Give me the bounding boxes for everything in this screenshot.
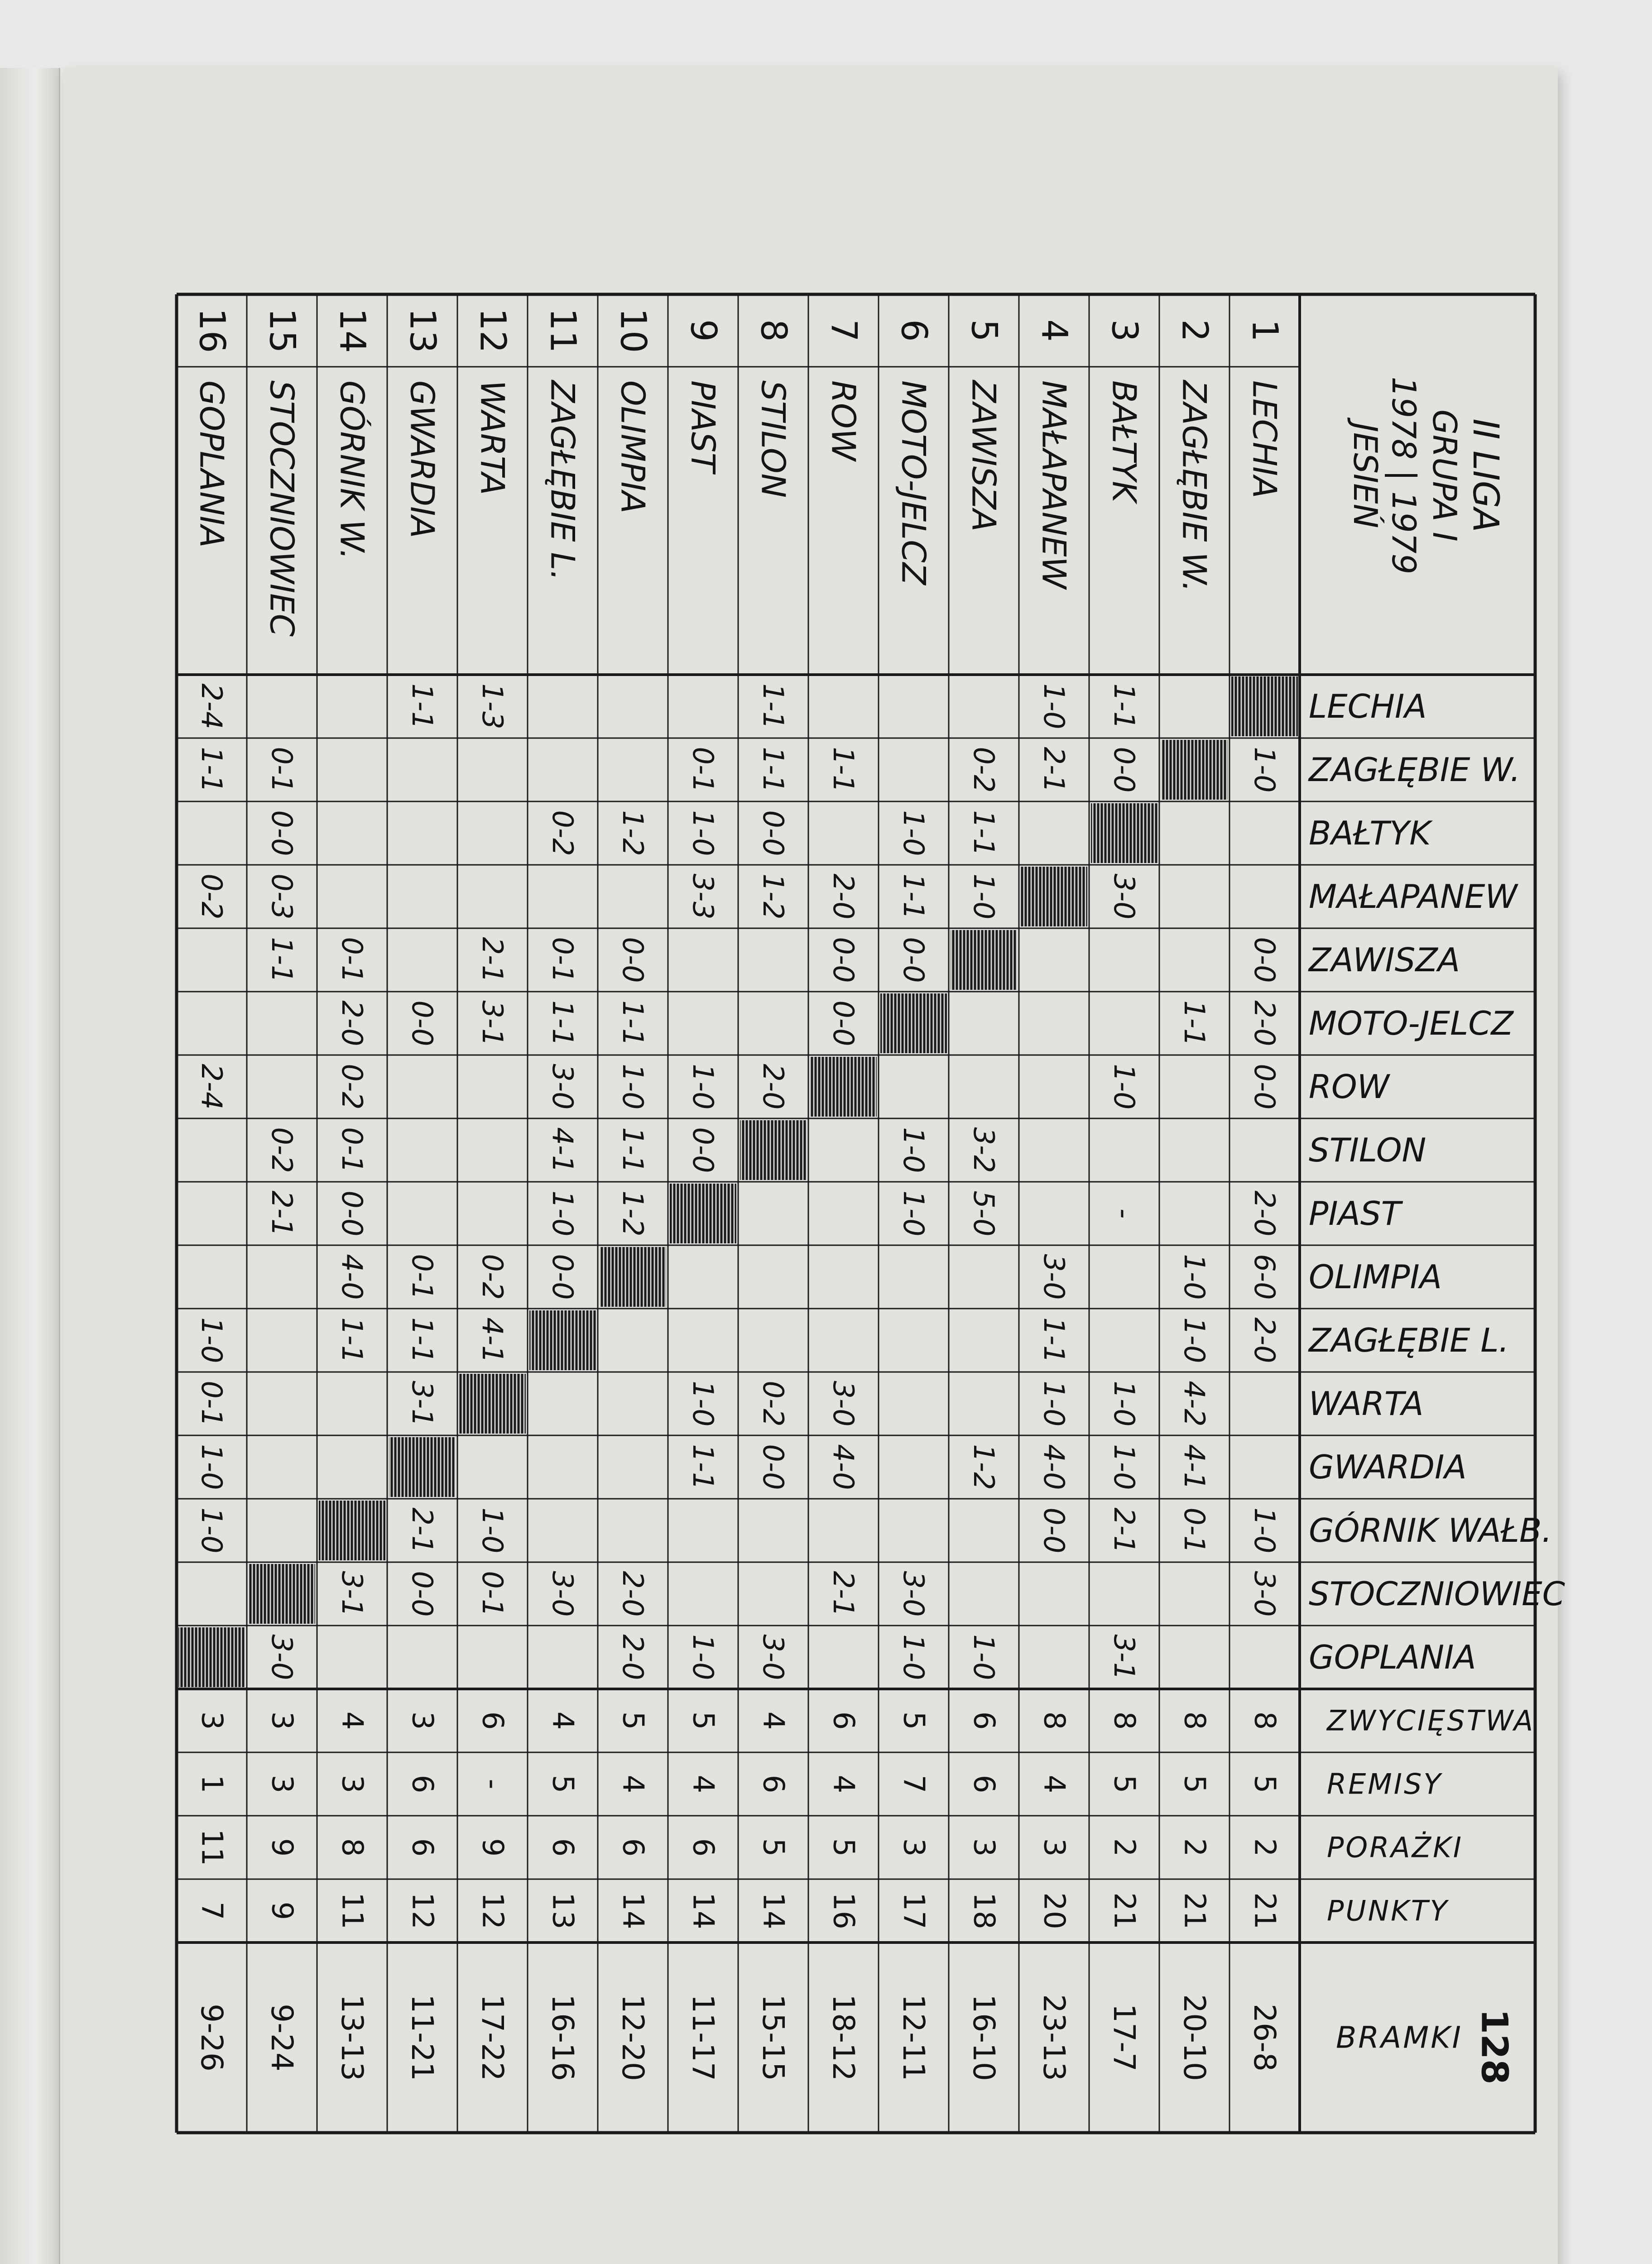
stat-goals: 9-24	[264, 2004, 299, 2072]
result-score: 1-0	[687, 1064, 720, 1110]
stat-wins: 3	[265, 1711, 299, 1730]
result-score: 1-2	[967, 1444, 1000, 1490]
stat-losses: 6	[405, 1838, 439, 1857]
stat-points: 7	[195, 1901, 229, 1920]
result-score: 6-0	[1248, 1254, 1281, 1300]
team-number: 10	[612, 308, 653, 353]
stat-goals: 18-12	[826, 1994, 861, 2081]
stat-wins: 5	[897, 1711, 931, 1730]
result-score: 0-1	[336, 1127, 369, 1173]
result-score: 3-1	[406, 1381, 439, 1427]
header-group: GRUPA I	[1426, 409, 1464, 542]
result-score: 0-0	[687, 1127, 720, 1173]
stat-goals: 16-16	[545, 1994, 580, 2081]
result-score: 1-1	[1108, 683, 1141, 729]
result-score: 2-0	[616, 1571, 649, 1617]
result-score: 3-0	[1108, 873, 1141, 920]
result-score: 1-1	[757, 683, 790, 729]
result-score: 0-2	[476, 1254, 509, 1300]
opponent-label: ROW	[1309, 1068, 1389, 1106]
diagonal-hatch-cell	[1091, 803, 1157, 863]
header-season: 1978 | 1979	[1385, 376, 1423, 575]
stat-losses: 6	[686, 1838, 720, 1857]
stat-points: 18	[967, 1892, 1001, 1929]
diagonal-hatch-cell	[1231, 676, 1298, 736]
result-score: 1-1	[406, 1317, 439, 1363]
result-score: 1-3	[476, 683, 509, 729]
header-league: II LIGA	[1465, 418, 1506, 532]
result-score: 1-0	[616, 1064, 649, 1110]
team-name: ZAGŁĘBIE W.	[1175, 380, 1214, 592]
result-score: 1-1	[546, 1000, 579, 1046]
stat-draws: 4	[686, 1775, 720, 1794]
team-name: MAŁAPANEW	[1035, 380, 1073, 589]
result-score: 3-0	[1248, 1571, 1281, 1617]
stat-wins: 3	[195, 1711, 229, 1730]
stat-draws: 4	[616, 1775, 650, 1794]
stat-points: 14	[756, 1892, 790, 1929]
stat-draws: 6	[967, 1775, 1001, 1794]
team-name: GÓRNIK W.	[333, 380, 371, 560]
stat-draws: 3	[335, 1775, 369, 1794]
result-score: 1-1	[195, 747, 228, 793]
opponent-label: ZAGŁĘBIE L.	[1309, 1321, 1509, 1359]
result-score: 1-0	[687, 1381, 720, 1427]
team-name: PIAST	[684, 380, 722, 473]
team-number: 13	[402, 308, 443, 353]
result-score: 0-2	[757, 1381, 790, 1427]
result-score: 0-0	[827, 1000, 860, 1046]
stat-goals: 17-7	[1107, 2004, 1142, 2072]
result-score: 0-0	[406, 1000, 439, 1046]
result-score: 0-0	[897, 937, 930, 983]
stat-goals: 12-20	[615, 1994, 650, 2081]
stat-losses: 6	[546, 1838, 580, 1857]
result-score: 1-0	[1108, 1064, 1141, 1110]
result-score: 0-1	[195, 1381, 228, 1427]
result-score: 2-1	[1108, 1507, 1141, 1554]
team-name: ZAWISZA	[965, 380, 1003, 532]
result-score: 1-0	[897, 1634, 930, 1680]
result-score: 2-0	[1248, 1190, 1281, 1237]
team-number: 12	[472, 308, 513, 353]
result-score: 0-1	[546, 937, 579, 983]
result-score: 0-0	[827, 937, 860, 983]
stat-goals: 17-22	[475, 1994, 510, 2081]
result-score: 0-3	[265, 873, 298, 920]
stat-losses: 2	[1248, 1838, 1282, 1857]
result-score: 1-0	[897, 1127, 930, 1173]
stat-header-points: PUNKTY	[1327, 1894, 1449, 1928]
result-score: 0-0	[1248, 1064, 1281, 1110]
result-score: 0-0	[616, 937, 649, 983]
result-score: 0-1	[476, 1571, 509, 1617]
stat-losses: 3	[967, 1838, 1001, 1857]
opponent-label: PIAST	[1309, 1194, 1401, 1233]
opponent-label: STILON	[1309, 1131, 1426, 1169]
result-score: 1-0	[546, 1190, 579, 1237]
team-number: 4	[1033, 319, 1075, 342]
result-score: 2-1	[476, 937, 509, 983]
team-name: ZAGŁĘBIE L.	[543, 380, 582, 581]
stat-goals: 26-8	[1247, 2004, 1282, 2072]
result-score: 4-1	[1178, 1444, 1211, 1490]
stat-goals: 20-10	[1177, 1994, 1212, 2081]
team-name: GOPLANIA	[192, 380, 231, 548]
result-score: 2-0	[616, 1634, 649, 1680]
opponent-label: ZAWISZA	[1309, 941, 1460, 979]
stat-draws: -	[475, 1779, 509, 1789]
result-score: 3-3	[687, 873, 720, 920]
result-score: 1-2	[616, 1190, 649, 1237]
result-score: 1-0	[1248, 1507, 1281, 1554]
result-score: 2-0	[827, 873, 860, 920]
team-number: 6	[893, 319, 934, 342]
result-score: 3-1	[476, 1000, 509, 1046]
team-number: 9	[682, 319, 724, 342]
stat-goals: 12-11	[896, 1994, 931, 2081]
stat-losses: 6	[616, 1838, 650, 1857]
diagonal-hatch-cell	[529, 1310, 596, 1370]
stat-draws: 5	[1177, 1775, 1211, 1794]
stat-header-draws: REMISY	[1327, 1767, 1443, 1801]
result-score: 0-0	[1108, 747, 1141, 793]
result-score: 4-1	[476, 1317, 509, 1363]
result-score: 1-1	[616, 1000, 649, 1046]
booklet-spine	[0, 68, 60, 2264]
result-score: 1-0	[1248, 747, 1281, 793]
result-score: 0-1	[1178, 1507, 1211, 1554]
result-score: 0-2	[195, 873, 228, 920]
stat-header-wins: ZWYCIĘSTWA	[1327, 1704, 1535, 1737]
team-number: 2	[1174, 319, 1215, 342]
page-number: 128	[1473, 2009, 1516, 2085]
stat-points: 17	[897, 1892, 931, 1929]
stat-losses: 9	[475, 1838, 509, 1857]
opponent-label: BAŁTYK	[1309, 814, 1431, 852]
result-score: 0-2	[336, 1064, 369, 1110]
result-score: 0-2	[265, 1127, 298, 1173]
result-score: 2-0	[1248, 1000, 1281, 1046]
booklet-page	[63, 68, 1565, 2264]
team-name: STILON	[754, 380, 792, 498]
result-score: 4-1	[546, 1127, 579, 1173]
team-number: 1	[1244, 319, 1285, 342]
stat-goals: 15-15	[756, 1994, 791, 2081]
result-score: 1-0	[195, 1317, 228, 1363]
result-score: 0-0	[757, 1444, 790, 1490]
team-number: 7	[823, 319, 864, 342]
result-score: 1-0	[687, 1634, 720, 1680]
result-score: 2-0	[757, 1064, 790, 1110]
team-name: WARTA	[473, 380, 512, 495]
team-number: 8	[753, 319, 794, 342]
diagonal-hatch-cell	[178, 1627, 245, 1687]
result-score: 0-0	[336, 1190, 369, 1237]
team-number: 14	[331, 308, 373, 353]
opponent-label: ZAGŁĘBIE W.	[1309, 751, 1521, 789]
result-score: 0-1	[265, 747, 298, 793]
stat-wins: 8	[1037, 1711, 1071, 1730]
stat-points: 21	[1107, 1892, 1141, 1929]
stat-wins: 8	[1177, 1711, 1211, 1730]
result-score: 1-1	[827, 747, 860, 793]
result-score: 0-1	[406, 1254, 439, 1300]
stat-points: 21	[1248, 1892, 1282, 1929]
result-score: 1-0	[1037, 1381, 1071, 1427]
stat-header-goals: BRAMKI	[1336, 2020, 1463, 2055]
stat-goals: 9-26	[194, 2004, 229, 2072]
stat-losses: 9	[265, 1838, 299, 1857]
result-score: 0-0	[1248, 937, 1281, 983]
result-score: 0-1	[336, 937, 369, 983]
stat-points: 12	[475, 1892, 509, 1929]
result-score: 2-4	[195, 683, 228, 729]
result-score: 1-1	[616, 1127, 649, 1173]
result-score: 0-0	[1037, 1507, 1071, 1554]
result-score: 1-2	[616, 810, 649, 856]
result-score: 0-0	[546, 1254, 579, 1300]
result-score: 2-1	[827, 1571, 860, 1617]
result-score: -	[1108, 1208, 1141, 1219]
stat-goals: 11-21	[405, 1994, 440, 2081]
result-score: 2-4	[195, 1064, 228, 1110]
stat-wins: 6	[475, 1711, 509, 1730]
opponent-label: OLIMPIA	[1309, 1258, 1442, 1296]
team-number: 11	[542, 308, 583, 353]
result-score: 1-0	[687, 810, 720, 856]
result-score: 1-0	[1178, 1317, 1211, 1363]
result-score: 3-0	[827, 1381, 860, 1427]
result-score: 1-0	[195, 1444, 228, 1490]
team-name: ROW	[824, 380, 863, 461]
result-score: 0-0	[406, 1571, 439, 1617]
stat-wins: 6	[826, 1711, 860, 1730]
stat-losses: 3	[897, 1838, 931, 1857]
result-score: 1-1	[265, 937, 298, 983]
stat-draws: 5	[1107, 1775, 1141, 1794]
result-score: 1-1	[1178, 1000, 1211, 1046]
result-score: 3-1	[336, 1571, 369, 1617]
result-score: 1-0	[476, 1507, 509, 1554]
team-number: 5	[963, 319, 1004, 342]
stat-wins: 8	[1248, 1711, 1282, 1730]
stat-points: 11	[335, 1892, 369, 1929]
result-score: 3-0	[265, 1634, 298, 1680]
diagonal-hatch-cell	[459, 1374, 526, 1434]
stat-draws: 5	[546, 1775, 580, 1794]
result-score: 3-0	[546, 1571, 579, 1617]
stat-points: 12	[405, 1892, 439, 1929]
result-score: 1-0	[897, 1190, 930, 1237]
stat-losses: 3	[1037, 1838, 1071, 1857]
stat-losses: 5	[756, 1838, 790, 1857]
league-table-grid	[177, 294, 1565, 2151]
team-name: OLIMPIA	[614, 380, 652, 514]
stat-losses: 5	[826, 1838, 860, 1857]
stat-points: 16	[826, 1892, 860, 1929]
stat-points: 20	[1037, 1892, 1071, 1929]
diagonal-hatch-cell	[880, 993, 947, 1053]
team-name: BAŁTYK	[1105, 380, 1143, 503]
result-score: 1-0	[967, 873, 1000, 920]
team-number: 15	[261, 308, 303, 353]
opponent-label: GOPLANIA	[1309, 1638, 1476, 1676]
stat-draws: 4	[1037, 1775, 1071, 1794]
result-score: 4-0	[336, 1254, 369, 1300]
result-score: 4-0	[827, 1444, 860, 1490]
stat-points: 14	[686, 1892, 720, 1929]
stat-draws: 5	[1248, 1775, 1282, 1794]
result-score: 4-0	[1037, 1444, 1071, 1490]
stat-losses: 8	[335, 1838, 369, 1857]
stat-points: 9	[265, 1901, 299, 1920]
stat-wins: 8	[1107, 1711, 1141, 1730]
result-score: 0-0	[757, 810, 790, 856]
stat-wins: 5	[686, 1711, 720, 1730]
stat-draws: 4	[826, 1775, 860, 1794]
result-score: 3-1	[1108, 1634, 1141, 1680]
stat-header-losses: PORAŻKI	[1327, 1831, 1464, 1864]
result-score: 3-0	[1037, 1254, 1071, 1300]
result-score: 0-0	[265, 810, 298, 856]
stat-draws: 1	[195, 1775, 229, 1794]
result-score: 2-1	[1037, 747, 1071, 793]
opponent-label: WARTA	[1309, 1385, 1424, 1423]
stat-losses: 2	[1107, 1838, 1141, 1857]
diagonal-hatch-cell	[951, 930, 1017, 990]
stat-wins: 4	[546, 1711, 580, 1730]
result-score: 0-2	[546, 810, 579, 856]
stat-wins: 4	[335, 1711, 369, 1730]
result-score: 4-2	[1178, 1381, 1211, 1427]
result-score: 2-0	[1248, 1317, 1281, 1363]
diagonal-hatch-cell	[670, 1184, 736, 1243]
stat-points: 14	[616, 1892, 650, 1929]
stat-goals: 11-17	[686, 1994, 720, 2081]
result-score: 0-1	[687, 747, 720, 793]
team-name: STOCZNIOWIEC	[263, 380, 301, 637]
stat-wins: 6	[967, 1711, 1001, 1730]
opponent-label: MAŁAPANEW	[1309, 878, 1518, 916]
stat-wins: 3	[405, 1711, 439, 1730]
result-score: 5-0	[967, 1190, 1000, 1237]
opponent-label: GWARDIA	[1309, 1448, 1467, 1486]
result-score: 1-0	[897, 810, 930, 856]
result-score: 1-2	[757, 873, 790, 920]
stat-wins: 5	[616, 1711, 650, 1730]
result-score: 1-1	[897, 873, 930, 920]
diagonal-hatch-cell	[600, 1247, 666, 1307]
stat-draws: 7	[897, 1775, 931, 1794]
diagonal-hatch-cell	[740, 1120, 807, 1180]
diagonal-hatch-cell	[1161, 740, 1228, 800]
result-score: 1-0	[195, 1507, 228, 1554]
result-score: 0-2	[967, 747, 1000, 793]
league-table	[177, 294, 1565, 2151]
team-number: 3	[1104, 319, 1145, 342]
result-score: 1-1	[1037, 1317, 1071, 1363]
opponent-label: GÓRNIK WAŁB.	[1309, 1511, 1552, 1549]
stat-points: 21	[1177, 1892, 1211, 1929]
result-score: 1-0	[967, 1634, 1000, 1680]
opponent-label: LECHIA	[1309, 687, 1427, 725]
diagonal-hatch-cell	[810, 1057, 877, 1117]
result-score: 3-0	[546, 1064, 579, 1110]
result-score: 2-0	[336, 1000, 369, 1046]
stat-draws: 6	[756, 1775, 790, 1794]
stat-losses: 2	[1177, 1838, 1211, 1857]
result-score: 1-1	[687, 1444, 720, 1490]
diagonal-hatch-cell	[319, 1501, 385, 1560]
team-name: LECHIA	[1245, 380, 1284, 499]
team-number: 16	[191, 308, 232, 353]
team-name: GWARDIA	[403, 380, 442, 538]
diagonal-hatch-cell	[1021, 867, 1087, 926]
header-round: JESIEŃ	[1346, 422, 1384, 528]
stat-goals: 13-13	[335, 1994, 370, 2081]
stat-points: 13	[546, 1892, 580, 1929]
stat-wins: 4	[756, 1711, 790, 1730]
result-score: 2-1	[265, 1190, 298, 1237]
stat-goals: 16-10	[966, 1994, 1001, 2081]
opponent-label: STOCZNIOWIEC	[1309, 1575, 1565, 1613]
result-score: 1-0	[1037, 683, 1071, 729]
team-name: MOTO-JELCZ	[894, 380, 933, 585]
result-score: 1-1	[757, 747, 790, 793]
result-score: 1-0	[1108, 1444, 1141, 1490]
result-score: 1-0	[1178, 1254, 1211, 1300]
result-score: 1-1	[406, 683, 439, 729]
result-score: 3-0	[897, 1571, 930, 1617]
stat-goals: 23-13	[1037, 1994, 1071, 2081]
result-score: 2-1	[406, 1507, 439, 1554]
stat-losses: 11	[195, 1829, 229, 1866]
opponent-label: MOTO-JELCZ	[1309, 1004, 1513, 1042]
stat-draws: 6	[405, 1775, 439, 1794]
diagonal-hatch-cell	[389, 1437, 456, 1497]
diagonal-hatch-cell	[249, 1564, 315, 1624]
stat-draws: 3	[265, 1775, 299, 1794]
result-score: 3-0	[757, 1634, 790, 1680]
result-score: 1-0	[1108, 1381, 1141, 1427]
result-score: 1-1	[336, 1317, 369, 1363]
result-score: 1-1	[967, 810, 1000, 856]
result-score: 3-2	[967, 1127, 1000, 1173]
